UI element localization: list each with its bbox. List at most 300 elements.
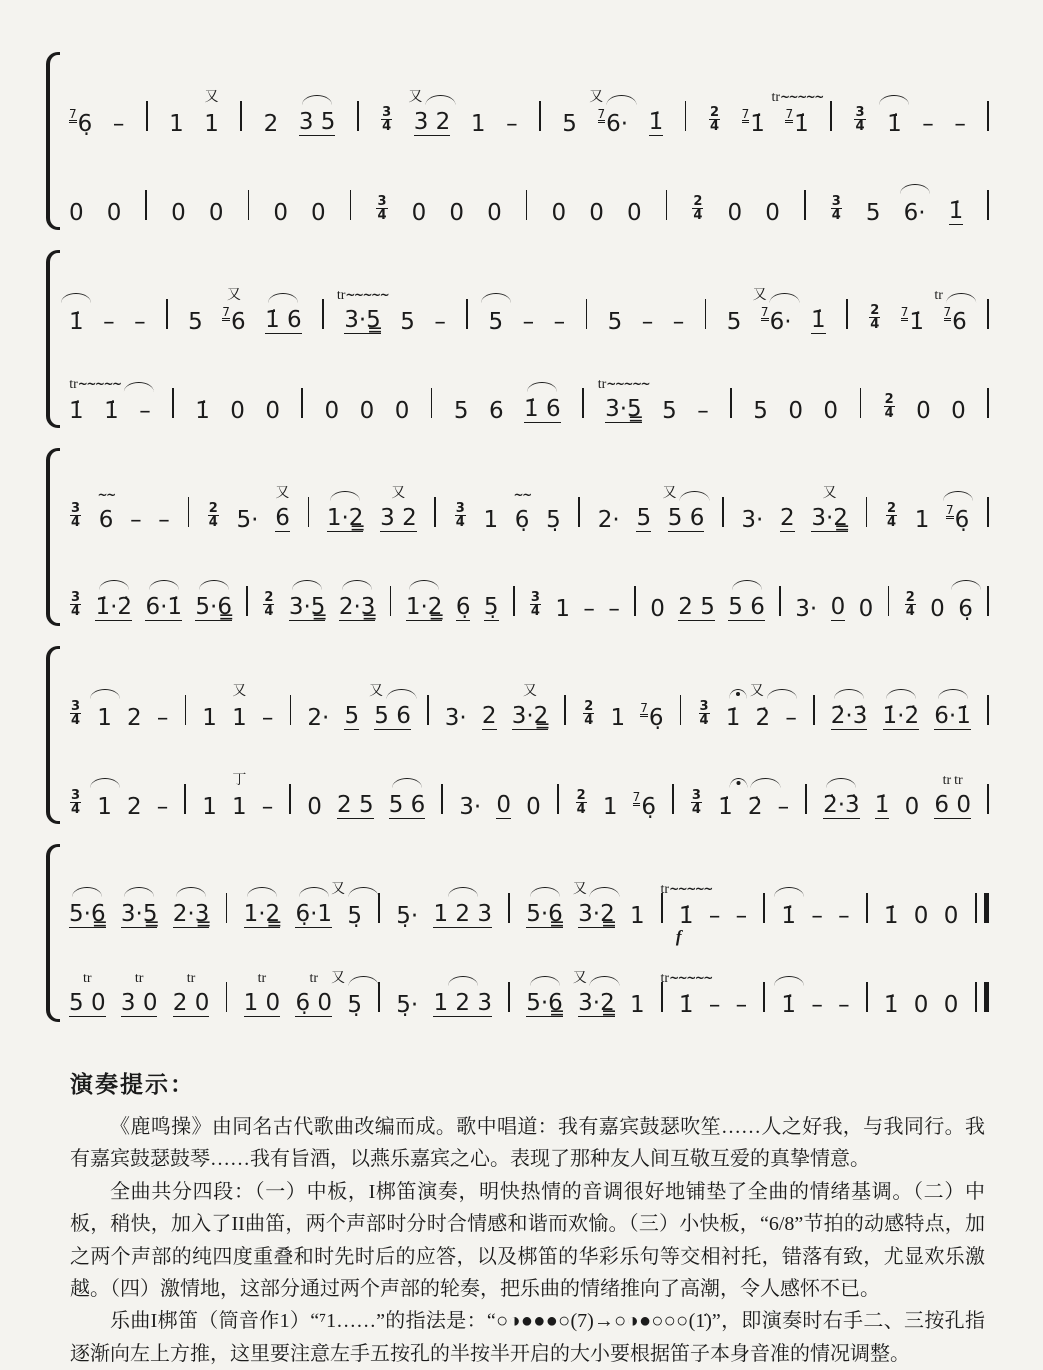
system-brace <box>46 844 60 1022</box>
note-marks <box>732 580 762 590</box>
note-token <box>673 310 685 334</box>
note-text: 1 <box>610 704 626 731</box>
note-token <box>299 110 336 136</box>
note-token <box>69 399 84 423</box>
note-token <box>523 310 535 334</box>
slur-arc <box>302 95 332 105</box>
voice-2-line <box>68 141 991 230</box>
note-text: 5·6̳ <box>526 900 563 927</box>
time-signature: $\frac{3}{4}$ <box>699 698 709 729</box>
system-lines <box>68 52 991 230</box>
note-text: 3·5̳ <box>120 900 158 927</box>
slur-arc <box>409 580 439 590</box>
note-token <box>781 993 796 1017</box>
voice-2-line <box>68 339 991 428</box>
note-marks <box>227 289 241 303</box>
barline <box>427 695 429 725</box>
note-token <box>433 902 492 928</box>
note-token <box>262 706 274 730</box>
note-token <box>555 597 570 621</box>
note-text: 5· <box>236 506 259 533</box>
slur-arc <box>392 778 422 788</box>
note-marks <box>771 91 822 105</box>
fingering-mark: 又 <box>572 971 587 986</box>
final-barline <box>975 893 989 923</box>
note-token <box>930 597 945 621</box>
note-text: – <box>641 308 654 335</box>
trill-wavy-mark: tr~~~~~ <box>771 90 823 105</box>
note-text: 1̇ <box>883 902 899 929</box>
slur-arc <box>176 887 206 897</box>
note-text: – <box>134 308 146 335</box>
fingering-mark: 又 <box>275 486 290 501</box>
note-text: 0 <box>265 397 281 424</box>
note-token <box>811 308 826 334</box>
note-text: 0 <box>830 593 846 620</box>
note-marks <box>481 293 511 303</box>
note-token <box>526 795 541 819</box>
note-token <box>483 508 498 532</box>
barline <box>226 893 228 923</box>
slur-arc <box>938 689 968 699</box>
note-text: 1̇ <box>195 397 210 424</box>
note-text: 1 2 3 <box>433 900 493 927</box>
note-marks <box>523 685 537 699</box>
note-marks <box>934 289 976 303</box>
barline <box>763 893 765 923</box>
note-token <box>69 902 106 928</box>
note-text: 3 5 <box>298 108 336 135</box>
voice-1-line <box>68 844 991 946</box>
time-signature: $\frac{2}{4}$ <box>693 193 703 224</box>
note-text: 0 <box>913 902 929 929</box>
note-text: – <box>434 308 446 335</box>
note-token <box>603 795 618 819</box>
barline <box>987 388 989 418</box>
note-marks <box>369 685 416 699</box>
slur-arc <box>124 887 154 897</box>
note-text: – <box>139 397 151 424</box>
note-marks <box>391 487 405 501</box>
note-token <box>339 595 376 621</box>
note-token <box>914 993 929 1017</box>
barline <box>805 784 807 814</box>
note-text: 1 <box>202 793 217 820</box>
note-marks <box>90 689 120 699</box>
slur-arc <box>348 887 378 897</box>
note-text: 1̇ <box>883 991 899 1018</box>
time-signature: $\frac{2}{4}$ <box>584 698 594 729</box>
note-text: 6 <box>98 506 114 533</box>
note-token <box>866 201 881 225</box>
note-token <box>265 399 280 423</box>
note-text: 0 <box>904 793 920 820</box>
note-token <box>589 201 604 225</box>
time-signature: $\frac{3}{4}$ <box>691 787 701 818</box>
note-text: 0 <box>307 793 322 820</box>
note-token <box>838 904 850 928</box>
note-text: 1̇ <box>104 397 119 424</box>
note-token <box>608 597 620 621</box>
note-token <box>127 706 142 730</box>
note-token <box>95 595 132 621</box>
note-marks <box>573 972 620 986</box>
note-text: 0 <box>171 199 186 226</box>
note-token <box>406 595 443 621</box>
slur-arc <box>879 95 909 105</box>
note-token <box>459 795 481 819</box>
note-text: 2· <box>597 506 620 533</box>
barline <box>466 299 468 329</box>
note-text: – <box>672 308 685 335</box>
note-token <box>69 377 121 424</box>
barline <box>290 695 292 725</box>
note-text: 0 <box>208 199 224 226</box>
note-token <box>69 201 84 225</box>
note-token <box>369 684 411 730</box>
note-marks <box>900 184 930 194</box>
note-text: 1̇ <box>678 991 694 1018</box>
score-system <box>46 250 991 428</box>
note-token <box>275 486 290 532</box>
note-token <box>554 310 566 334</box>
note-token <box>433 991 492 1017</box>
note-text: 0 <box>765 199 780 226</box>
barline <box>987 586 989 616</box>
note-text: 5̣ <box>347 902 362 929</box>
slur-arc <box>680 491 710 501</box>
note-token <box>172 971 210 1017</box>
barline <box>539 101 541 131</box>
voice-2-line <box>68 933 991 1022</box>
note-marks <box>834 689 864 699</box>
barline <box>578 497 580 527</box>
note-token <box>650 597 665 621</box>
time-signature: $\frac{3}{4}$ <box>71 787 81 818</box>
note-marks <box>448 887 478 897</box>
fingering-mark: 又 <box>589 90 604 105</box>
note-token <box>327 506 364 532</box>
slur-arc <box>348 976 378 986</box>
barline <box>987 101 989 131</box>
note-marks <box>276 487 290 501</box>
note-text: 1̇ <box>781 902 796 929</box>
note-token <box>583 597 595 621</box>
note-token <box>204 90 219 137</box>
barline <box>308 497 310 527</box>
note-token <box>484 595 499 621</box>
note-marks <box>448 976 478 986</box>
fingering-mark: 又 <box>369 684 384 699</box>
note-text: – <box>777 793 790 820</box>
barline <box>226 982 228 1012</box>
note-token <box>400 310 415 334</box>
note-token <box>496 793 511 819</box>
note-marks <box>258 972 267 986</box>
note-text: 3·5̳ <box>344 306 381 333</box>
note-token <box>831 704 868 730</box>
note-token <box>741 107 765 137</box>
voice-1-line <box>68 646 991 735</box>
slur-arc <box>99 580 129 590</box>
note-text: 0 <box>230 397 245 424</box>
barline <box>779 586 781 616</box>
note-token <box>709 993 721 1017</box>
note-text: – <box>158 506 170 533</box>
note-text: 2 <box>127 704 142 731</box>
note-token <box>949 199 964 225</box>
note-text: 6·1̇ <box>145 593 183 620</box>
note-token <box>572 971 615 1017</box>
note-text: 1̇·2̇ <box>95 593 133 620</box>
barline <box>166 299 168 329</box>
note-text: – <box>838 902 850 929</box>
slur-arc <box>774 976 804 986</box>
note-token <box>859 597 874 621</box>
note-text: 5 <box>488 308 504 335</box>
fingering-mark: 又 <box>331 882 346 897</box>
note-text: 0 <box>943 991 959 1018</box>
note-marks <box>589 91 636 105</box>
slur-arc <box>527 382 557 392</box>
slur-arc <box>951 580 981 590</box>
tips-paragraph: 乐曲I梆笛（筒音作1）“⁷1……”的指法是：“○◑●●●○(7)→○◑●○○○(1̇)”，即演奏时右手二、三按孔指逐渐向左上方推，这里要注意左手五按孔的半按半开启的大小要根据笛子本身音准的情况调整。 <box>70 1310 985 1365</box>
note-token <box>230 399 245 423</box>
note-text: 0 <box>823 397 839 424</box>
note-text: 1 <box>630 902 645 929</box>
note-token <box>506 112 518 136</box>
note-text: 1·2̳ <box>405 593 443 620</box>
note-text: 0 <box>394 397 410 424</box>
barline <box>730 388 732 418</box>
note-text: – <box>130 506 142 533</box>
barline <box>722 497 724 527</box>
barline <box>350 190 352 220</box>
note-token <box>524 397 561 423</box>
note-marks <box>124 887 154 897</box>
note-token <box>188 310 203 334</box>
note-text: 1̇ <box>887 110 902 137</box>
note-text: 6· <box>769 308 792 335</box>
note-marks <box>573 883 620 897</box>
mordent-icon: ~~ <box>513 488 531 502</box>
note-text: 0 <box>913 991 929 1018</box>
barline <box>582 388 584 418</box>
note-text: 1̇ <box>69 397 84 424</box>
note-text: 1 <box>483 506 499 533</box>
time-signature: $\frac{3}{4}$ <box>71 500 81 531</box>
barline <box>434 497 436 527</box>
note-text: – <box>261 793 274 820</box>
note-token <box>934 773 971 819</box>
note-text: 5 <box>726 308 742 335</box>
note-token <box>209 201 224 225</box>
note-token <box>678 595 715 621</box>
note-text: 5 <box>636 504 652 531</box>
note-text: 1 <box>470 110 486 137</box>
note-text: 3· <box>795 595 818 622</box>
note-marks <box>72 887 102 897</box>
note-text: 1̇·2̇ <box>882 702 920 729</box>
note-token <box>157 795 169 819</box>
note-token <box>642 310 654 334</box>
note-token <box>608 310 623 334</box>
note-token <box>778 795 790 819</box>
slur-arc <box>448 887 478 897</box>
note-marks <box>823 487 837 501</box>
note-marks <box>232 685 246 699</box>
note-text: 6̣ <box>641 793 656 820</box>
trill-mark: tr <box>134 971 144 986</box>
slur-arc <box>149 580 179 590</box>
time-signature: $\frac{2}{4}$ <box>264 589 274 620</box>
note-token <box>412 201 427 225</box>
fingering-mark: 丁 <box>232 773 247 788</box>
slur-arc <box>199 580 229 590</box>
barline <box>846 299 848 329</box>
note-text: 0 <box>106 199 122 226</box>
note-token <box>811 486 848 532</box>
note-token <box>389 793 426 819</box>
note-token <box>736 993 748 1017</box>
note-text: 1·2̳ <box>243 900 281 927</box>
note-text: 0 <box>626 199 642 226</box>
grace-note: 7 <box>222 305 230 319</box>
slur-arc <box>247 887 277 897</box>
note-marks <box>598 378 649 392</box>
note-text: 5 6 <box>374 702 411 729</box>
note-text: 5 <box>865 199 881 226</box>
dynamic-forte: f <box>675 926 682 946</box>
note-text: 5 6 <box>728 593 765 620</box>
note-token <box>662 399 677 423</box>
system-lines <box>68 250 991 428</box>
note-text: 6̣ <box>954 506 970 533</box>
note-text: 1̇ <box>725 704 741 731</box>
note-token <box>546 508 561 532</box>
trill-mark: tr <box>954 773 963 788</box>
voice-1-line <box>68 448 991 537</box>
note-token <box>752 288 792 335</box>
mordent-icon: ~~ <box>97 488 115 502</box>
note-text: – <box>156 704 169 731</box>
note-marks <box>299 887 329 897</box>
note-token <box>395 399 410 423</box>
note-token <box>336 288 389 334</box>
note-token <box>408 90 451 136</box>
note-token <box>954 112 966 136</box>
system-lines <box>68 646 991 824</box>
barline <box>248 190 250 220</box>
barline <box>378 982 380 1012</box>
voice-2-line <box>68 735 991 824</box>
time-signature: $\frac{2}{4}$ <box>905 589 915 620</box>
tips-paragraph: 全曲共分四段：（一）中板，I梆笛演奏，明快热情的音调很好地铺垫了全曲的情绪基调。（二）中板，稍快，加入了II曲笛，两个声部时分时合情感和谐而欢愉。（三）小快板，“6/8”节拍的动感特点，加之两个声部的纯四度重叠和时先时后的应答，以及梆笛的华彩乐句等交相衬托，错落有致，尤显欢乐激越。（四）激情地，这部分通过两个声部的轮奏，把乐曲的情绪推向了高潮，令人感怀不已。 <box>70 1180 985 1300</box>
note-token <box>780 506 795 532</box>
note-token <box>726 706 741 730</box>
note-text: 6̣ <box>77 110 93 137</box>
tips-paragraph: 《鹿鸣操》由同名古代歌曲改编而成。歌中唱道：我有嘉宾鼓瑟吹笙……人之好我，与我同行。我有嘉宾鼓瑟鼓琴……我有旨酒，以燕乐嘉宾之心。表现了那种友人间互敬互爱的真挚情意。 <box>70 1116 985 1171</box>
note-token <box>728 201 743 225</box>
note-token <box>905 795 920 819</box>
note-text: 6̣ 0 <box>295 989 333 1016</box>
note-text: 2 5 <box>337 791 374 818</box>
note-text: 1̇ <box>750 110 765 137</box>
note-token <box>831 595 846 621</box>
note-token <box>445 706 467 730</box>
time-signature: $\frac{3}{4}$ <box>382 104 392 135</box>
note-text: 0 <box>916 397 931 424</box>
note-token <box>325 399 340 423</box>
trill-mark: tr <box>257 971 267 986</box>
barline <box>813 695 815 725</box>
barline <box>866 497 868 527</box>
slur-arc <box>90 778 120 788</box>
note-token <box>157 706 169 730</box>
note-marks <box>879 95 909 105</box>
note-text: 2̇ <box>747 793 763 820</box>
barline <box>526 190 528 220</box>
note-token <box>454 399 469 423</box>
note-token <box>134 310 146 334</box>
note-token <box>904 201 926 225</box>
barline <box>390 586 392 616</box>
note-text: 0 <box>943 902 959 929</box>
note-text: – <box>506 110 518 137</box>
fingering-mark: 又 <box>822 486 837 501</box>
note-text: 1 <box>169 110 184 137</box>
barline <box>301 388 303 418</box>
note-token <box>513 488 531 533</box>
note-token <box>649 110 664 136</box>
note-token <box>456 595 471 621</box>
grace-note: 7 <box>69 107 77 121</box>
fingering-mark: 又 <box>331 971 346 986</box>
note-token <box>130 508 142 532</box>
note-marks <box>302 95 332 105</box>
note-text: 2 <box>481 702 497 729</box>
fingering-mark: 又 <box>408 90 423 105</box>
note-text: 3·2̳ <box>578 900 615 927</box>
barline <box>866 982 868 1012</box>
note-text: 3·5̳ <box>605 395 642 422</box>
fingering-mark: 又 <box>749 684 764 699</box>
note-text: 0 <box>551 199 567 226</box>
note-token <box>97 706 112 730</box>
slur-arc <box>292 580 322 590</box>
note-text: 5 <box>453 397 469 424</box>
note-token <box>331 971 362 1018</box>
trill-wavy-mark: tr~~~~~ <box>660 971 712 986</box>
time-signature: $\frac{3}{4}$ <box>530 589 540 620</box>
note-token <box>121 902 158 928</box>
note-text: 5 <box>400 308 415 335</box>
note-text: 3·2̳ <box>811 504 848 531</box>
note-token <box>113 112 125 136</box>
note-token <box>97 795 112 819</box>
note-token <box>295 971 333 1017</box>
slur-arc <box>590 976 620 986</box>
note-token <box>697 399 709 423</box>
note-text: 5̣ <box>347 991 362 1018</box>
note-token <box>120 971 158 1017</box>
note-marks <box>951 580 981 590</box>
note-marks <box>826 778 856 788</box>
fingering-mark: 又 <box>662 486 677 501</box>
slur-arc <box>61 293 91 303</box>
note-text: 5̣ <box>483 593 499 620</box>
note-text: 1 2 3 <box>433 989 493 1016</box>
